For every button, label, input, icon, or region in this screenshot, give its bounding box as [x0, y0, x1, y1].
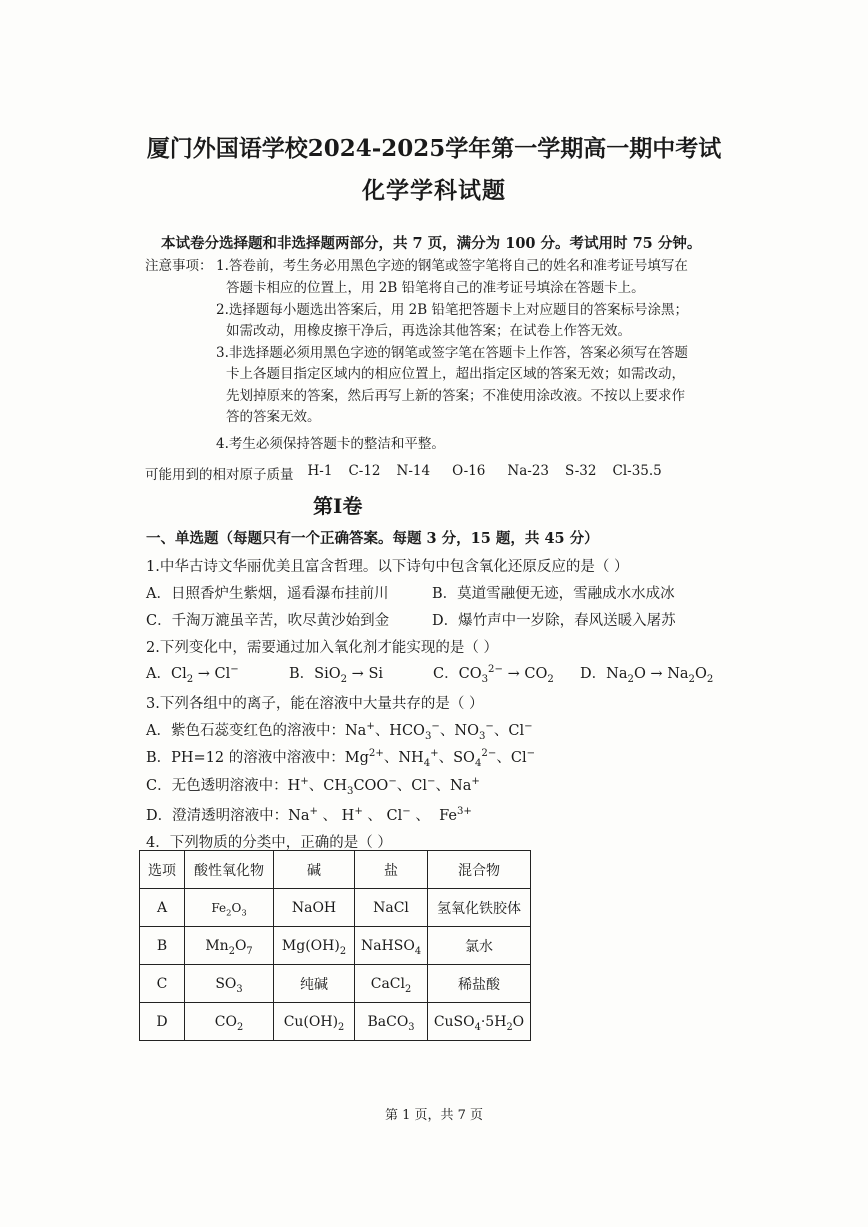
- q1-option-c: C．千淘万漉虽辛苦，吹尽黄沙始到金: [146, 613, 390, 629]
- q2-option-a: A．$Cl_2 \to Cl^-$: [146, 664, 239, 685]
- mass-n: N-14: [396, 463, 431, 479]
- mass-cl: Cl-35.5: [612, 463, 662, 479]
- table-cell: 氢氧化铁胶体: [428, 889, 531, 927]
- row-label: D: [140, 1003, 185, 1041]
- table-cell: CaCl$_2$: [355, 965, 428, 1003]
- table-cell: 氯水: [428, 927, 531, 965]
- table-cell: NaCl: [355, 889, 428, 927]
- note-3c: 先划掉原来的答案，然后再写上新的答案；不准使用涂改液。不按以上要求作: [226, 388, 685, 404]
- table-header: 碱: [274, 851, 355, 889]
- mass-s: S-32: [565, 463, 597, 479]
- q1-option-d: D．爆竹声中一岁除，春风送暖入屠苏: [432, 613, 676, 629]
- q2-option-d: D．$Na_2O \to Na_2O_2$: [580, 666, 714, 685]
- mass-h: H-1: [307, 463, 333, 479]
- q1-stem: 1.中华古诗文华丽优美且富含哲理。以下诗句中包含氧化还原反应的是（ ）: [146, 559, 629, 575]
- note-2b: 如需改动，用橡皮擦干净后，再选涂其他答案；在试卷上作答无效。: [226, 323, 631, 339]
- table-cell: $CO_2$: [185, 1003, 274, 1041]
- q2-option-b: B．SiO$_2$ → Si: [289, 666, 384, 685]
- note-1a: 1.答卷前，考生务必用黑色字迹的钢笔或签字笔将自己的姓名和准考证号填写在: [216, 258, 688, 274]
- table-cell: $SO_3$: [185, 965, 274, 1003]
- mass-o: O-16: [452, 463, 486, 479]
- note-2a: 2.选择题每小题选出答案后，用 2B 铅笔把答题卡上对应题目的答案标号涂黑；: [216, 302, 688, 318]
- table-cell: 稀盐酸: [428, 965, 531, 1003]
- exam-title: 厦门外国语学校2024-2025学年第一学期高一期中考试: [146, 135, 722, 162]
- note-3b: 卡上各题目指定区域内的相应位置上，超出指定区域的答案无效；如需改动，: [226, 366, 685, 382]
- note-4: 4.考生必须保持答题卡的整洁和平整。: [216, 436, 445, 452]
- exam-intro: 本试卷分选择题和非选择题两部分，共 7 页，满分为 100 分。考试用时 75 分钟。: [161, 235, 702, 252]
- page-footer: 第 1 页，共 7 页: [384, 1108, 484, 1123]
- mass-na: Na-23: [507, 463, 549, 479]
- q3-option-b: B．PH=12 的溶液中溶液中：$Mg^{2+}$、$NH_4^+$、$SO_4^{2-}$、Cl−: [146, 748, 536, 769]
- row-label: A: [140, 889, 185, 927]
- note-3d: 答的答案无效。: [226, 409, 321, 425]
- row-label: B: [140, 927, 185, 965]
- mass-c: C-12: [348, 463, 381, 479]
- volume-heading: 第Ⅰ卷: [313, 494, 363, 518]
- q3-option-d: D．澄清透明溶液中：Na+ 、 H+ 、 Cl− 、 $Fe^{3+}$: [146, 806, 472, 824]
- q3-stem: 3.下列各组中的离子，能在溶液中大量共存的是（ ）: [146, 696, 484, 712]
- q4-stem: 4．下列物质的分类中，正确的是（ ）: [146, 835, 392, 851]
- q1-option-a: A．日照香炉生紫烟，遥看瀑布挂前川: [146, 586, 389, 602]
- atomic-masses-label: 可能用到的相对原子质量: [145, 467, 294, 483]
- table-cell: $Cu(OH)_2$: [274, 1003, 355, 1041]
- section-heading: 一、单选题（每题只有一个正确答案。每题 3 分，15 题，共 45 分）: [146, 530, 599, 547]
- table-header: 盐: [355, 851, 428, 889]
- table-header-row: [140, 851, 531, 889]
- notes-label: 注意事项：: [145, 258, 213, 274]
- table-header: 酸性氧化物: [185, 851, 274, 889]
- subject-title: 化学学科试题: [362, 177, 506, 204]
- table-cell: $Mn_2O_7$: [185, 927, 274, 965]
- table-row: [140, 1003, 531, 1041]
- table-header: 选项: [140, 851, 185, 889]
- q1-option-b: B．莫道雪融便无迹，雪融成水水成冰: [432, 586, 675, 602]
- note-1b: 答题卡相应的位置上，用 2B 铅笔将自己的准考证号填涂在答题卡上。: [226, 280, 645, 296]
- table-cell: $CuSO_4\cdot 5H_2O$: [428, 1003, 531, 1041]
- table-row: [140, 927, 531, 965]
- classification-table: [139, 850, 531, 1041]
- table-cell: 纯碱: [274, 965, 355, 1003]
- table-row: [140, 965, 531, 1003]
- table-cell: $Mg(OH)_2$: [274, 927, 355, 965]
- table-row: [140, 889, 531, 927]
- q2-stem: 2.下列变化中，需要通过加入氧化剂才能实现的是（ ）: [146, 640, 498, 656]
- atomic-masses: [145, 463, 662, 483]
- table-cell: $Fe_2O_3$: [185, 889, 274, 927]
- table-header: 混合物: [428, 851, 531, 889]
- q3-option-a: A．紫色石蕊变红色的溶液中：Na+、$HCO_3^-$、$NO_3^-$、Cl−: [146, 721, 533, 742]
- table-cell: NaOH: [274, 889, 355, 927]
- q3-option-c: C．无色透明溶液中：H+、$CH_3COO^-$、Cl−、Na+: [146, 776, 480, 797]
- q2-option-c: C．$CO_3^{2-} \to CO_2$: [433, 664, 554, 685]
- row-label: C: [140, 965, 185, 1003]
- note-3a: 3.非选择题必须用黑色字迹的钢笔或签字笔在答题卡上作答，答案必须写在答题: [216, 345, 688, 361]
- table-cell: NaHSO$_4$: [355, 927, 428, 965]
- table-cell: BaCO$_3$: [355, 1003, 428, 1041]
